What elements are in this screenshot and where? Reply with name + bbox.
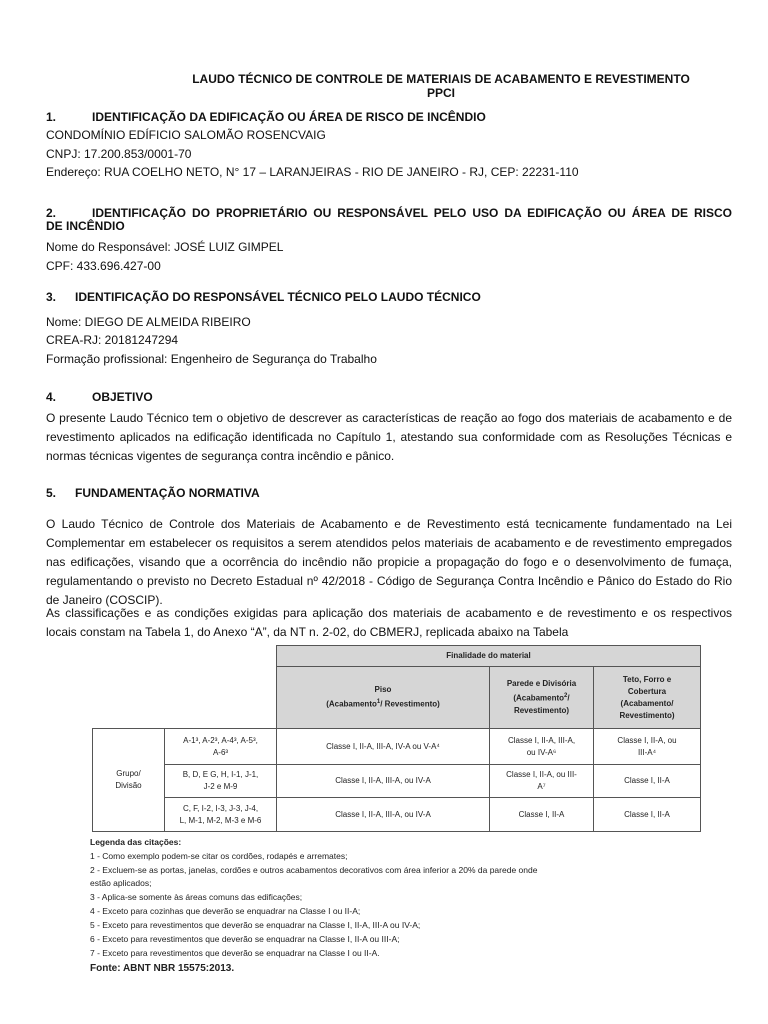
table-cell-parede: Classe I, II-A [490, 798, 594, 832]
building-cnpj: CNPJ: 17.200.853/0001-70 [46, 147, 192, 161]
section-4-number: 4. [46, 390, 57, 404]
building-address: Endereço: RUA COELHO NETO, N° 17 – LARANJEIRAS - RIO DE JANEIRO - RJ, CEP: 22231-110 [46, 165, 579, 179]
legend-source: Fonte: ABNT NBR 15575:2013. [90, 963, 235, 974]
table-group-label: Grupo/ Divisão [93, 729, 165, 832]
table-row [93, 729, 701, 765]
document-title: LAUDO TÉCNICO DE CONTROLE DE MATERIAIS DE ACABAMENTO E REVESTIMENTO [192, 72, 690, 86]
legend-item: estão aplicados; [90, 878, 152, 888]
table-cell-group: B, D, E G, H, I-1, J-1, J-2 e M-9 [165, 765, 277, 798]
document-subtitle: PPCI [426, 86, 455, 100]
objective-paragraph: O presente Laudo Técnico tem o objetivo de descrever as características de reação ao fogo dos materiais de acabamento e de revestimento aplicados na edificação identificada no Capítulo 1, atestando sua conformidade com as Resoluções Técnicas e normas técnicas vigentes de segurança contra incêndio e pânico. [46, 411, 732, 463]
section-1-heading: IDENTIFICAÇÃO DA EDIFICAÇÃO OU ÁREA DE RISCO DE INCÊNDIO [92, 110, 486, 124]
materials-classification-table [92, 645, 701, 832]
table-header-parede: Parede e Divisória (Acabamento$^2$/ Revestimento) [490, 667, 594, 729]
legend-item: 7 - Exceto para revestimentos que deverão se enquadrar na Classe I ou II-A. [90, 948, 380, 958]
section-3-heading: IDENTIFICAÇÃO DO RESPONSÁVEL TÉCNICO PELO LAUDO TÉCNICO [75, 290, 481, 304]
responsible-name: Nome do Responsável: JOSÉ LUIZ GIMPEL [46, 240, 284, 254]
section-3-number: 3. [46, 290, 57, 304]
legend-item: 5 - Exceto para revestimentos que deverão se enquadrar na Classe I, II-A, III-A ou IV-A; [90, 920, 421, 930]
table-cell-group: C, F, I-2, I-3, J-3, J-4, L, M-1, M-2, M-3 e M-6 [165, 798, 277, 832]
legend-item: 1 - Como exemplo podem-se citar os cordões, rodapés e arremates; [90, 851, 348, 861]
technician-crea: CREA-RJ: 20181247294 [46, 333, 179, 347]
table-intro-paragraph: As classificações e as condições exigidas para aplicação dos materiais de acabamento e de revestimento e os respectivos locais constam na Tabela 1, do Anexo “A”, da NT n. 2-02, do CBMERJ, replicada abaixo na Tabela [46, 606, 732, 639]
legend-item: 4 - Exceto para cozinhas que deverão se enquadrar na Classe I ou II-A; [90, 906, 361, 916]
legend-item: 3 - Aplica-se somente às áreas comuns das edificações; [90, 892, 303, 902]
table-cell-piso: Classe I, II-A, III-A, ou IV-A [277, 798, 490, 832]
legend-item: 2 - Excluem-se as portas, janelas, cordões e outros acabamentos decorativos com área inferior a 20% da parede onde [90, 865, 538, 875]
table-cell-piso: Classe I, II-A, III-A, ou IV-A [277, 765, 490, 798]
table-cell-teto: Classe I, II-A [594, 798, 701, 832]
section-5-number: 5. [46, 486, 57, 500]
section-2-number: 2. [46, 206, 57, 220]
table-header-piso: Piso (Acabamento$^1$/ Revestimento) [277, 667, 490, 729]
legend-title: Legenda das citações: [90, 837, 182, 847]
section-1-number: 1. [46, 110, 57, 124]
technician-formation: Formação profissional: Engenheiro de Segurança do Trabalho [46, 352, 377, 366]
responsible-cpf: CPF: 433.696.427-00 [46, 259, 161, 273]
table-cell-parede: Classe I, II-A, III-A, ou IV-A⁶ [490, 729, 594, 765]
table-cell-piso: Classe I, II-A, III-A, IV-A ou V-A⁴ [277, 729, 490, 765]
section-4-heading: OBJETIVO [92, 390, 153, 404]
table-header-teto: Teto, Forro e Cobertura (Acabamento/ Revestimento) [594, 667, 701, 729]
table-cell-group: A-1³, A-2³, A-4³, A-5³, A-6³ [165, 729, 277, 765]
table-row [93, 765, 701, 798]
building-name: CONDOMÍNIO EDÍFICIO SALOMÃO ROSENCVAIG [46, 128, 326, 142]
table-header-finalidade: Finalidade do material [277, 646, 701, 667]
section-2-heading-line1: IDENTIFICAÇÃO DO PROPRIETÁRIO OU RESPONSÁVEL PELO USO DA EDIFICAÇÃO OU ÁREA DE RISCO [92, 206, 732, 220]
section-2-heading-line2: DE INCÊNDIO [46, 219, 125, 233]
table-cell-teto: Classe I, II-A [594, 765, 701, 798]
table-cell-teto: Classe I, II-A, ou III-A⁴ [594, 729, 701, 765]
table-cell-parede: Classe I, II-A, ou III- A⁷ [490, 765, 594, 798]
legend-item: 6 - Exceto para revestimentos que deverão se enquadrar na Classe I, II-A ou III-A; [90, 934, 400, 944]
section-5-heading: FUNDAMENTAÇÃO NORMATIVA [75, 486, 260, 500]
table-row [93, 798, 701, 832]
normative-paragraph: O Laudo Técnico de Controle dos Materiais de Acabamento e de Revestimento está tecnicamente fundamentado na Lei Complementar em estabelecer os requisitos a serem atendidos pelos materiais de acabamento e de revestimento empregados nas edificações, visando que a ocorrência do incêndio não propicie a propagação do fogo e o desenvolvimento de fumaça, regulamentando o previsto no Decreto Estadual nº 42/2018 - Código de Segurança Contra Incêndio e Pânico do Estado do Rio de Janeiro (COSCIP). [46, 517, 732, 607]
technician-name: Nome: DIEGO DE ALMEIDA RIBEIRO [46, 315, 251, 329]
